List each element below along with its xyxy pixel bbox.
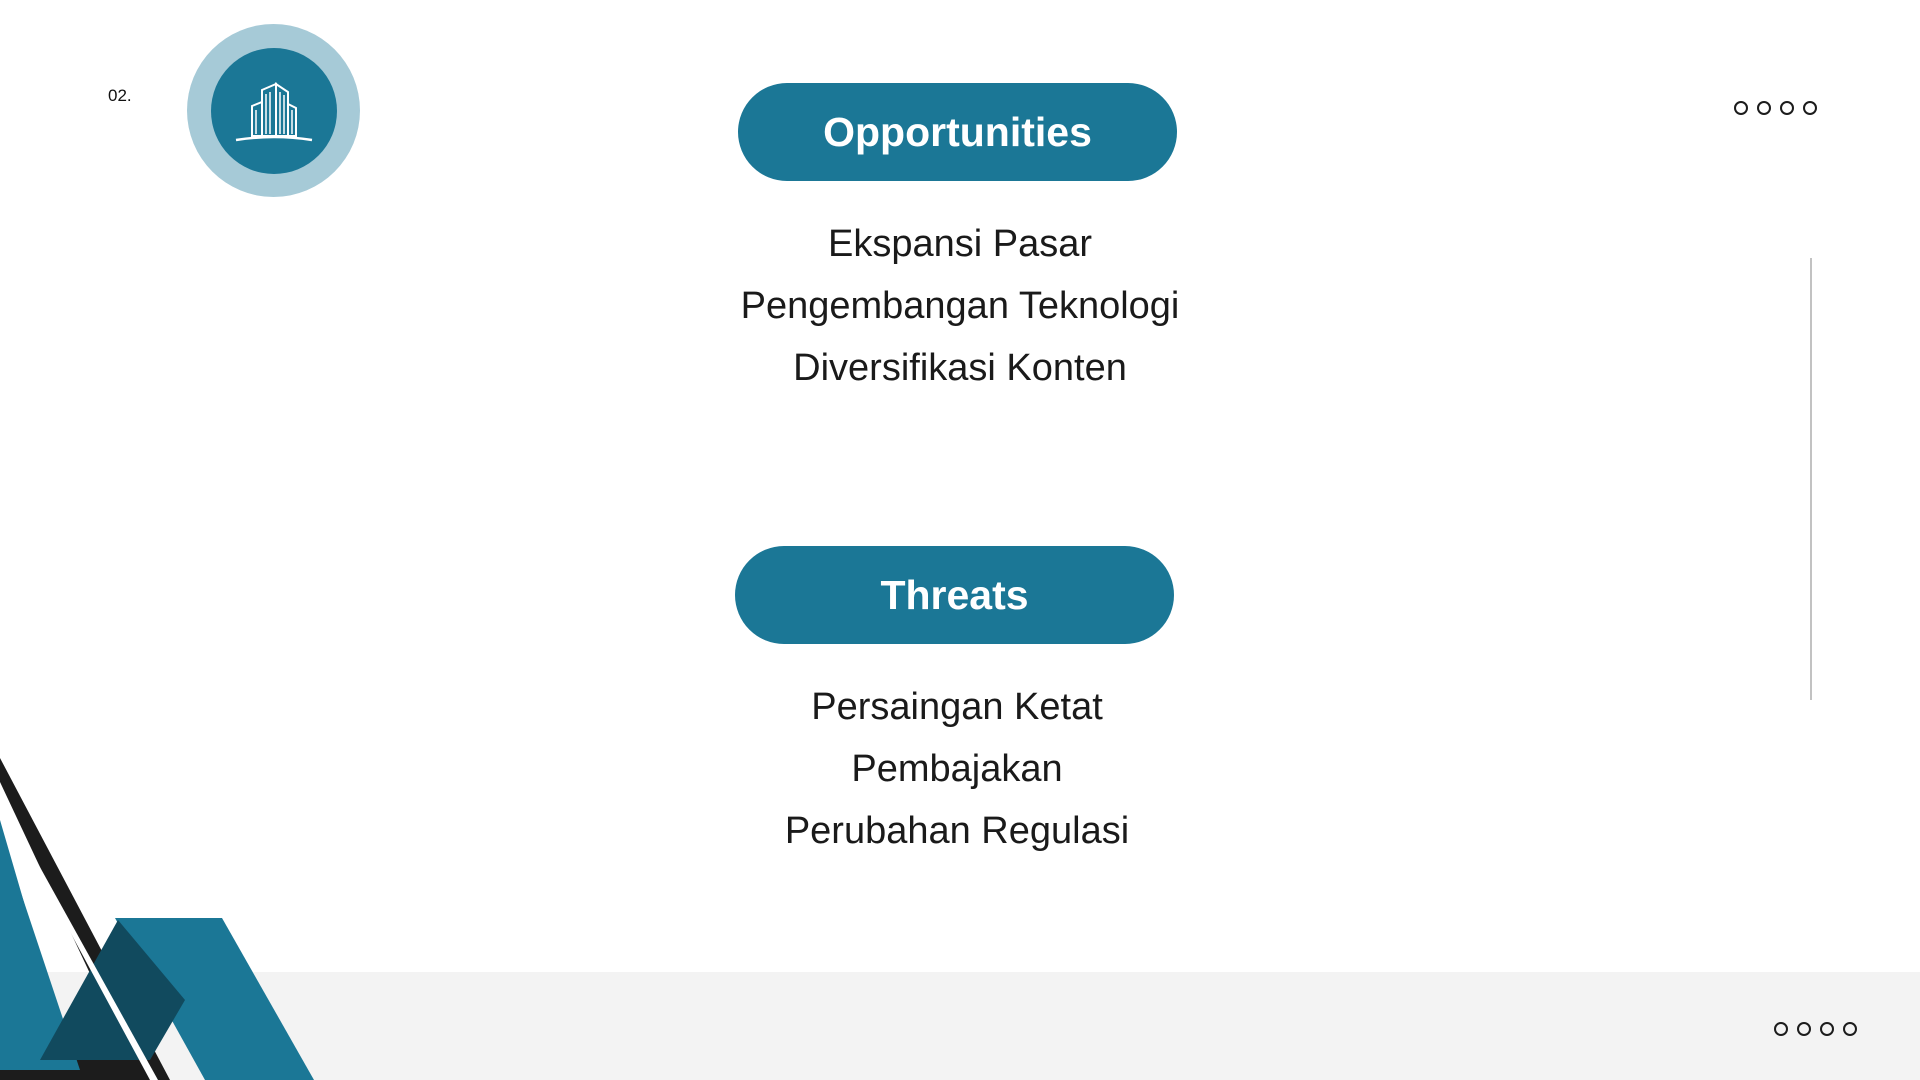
building-icon — [232, 80, 316, 144]
opportunities-item: Ekspansi Pasar — [827, 223, 1092, 265]
dot-icon — [1780, 101, 1794, 115]
threats-list — [657, 676, 1257, 862]
dot-icon — [1820, 1022, 1834, 1036]
dot-icon — [1803, 101, 1817, 115]
page-number: 02. — [108, 86, 132, 105]
dot-icon — [1843, 1022, 1857, 1036]
dot-icon — [1797, 1022, 1811, 1036]
dot-icon — [1757, 101, 1771, 115]
dots-ornament-bottom — [1774, 1022, 1857, 1036]
opportunities-item: Diversifikasi Konten — [793, 347, 1127, 389]
corner-decoration — [0, 740, 340, 1080]
threats-heading: Threats — [735, 546, 1174, 644]
opportunities-heading: Opportunities — [738, 83, 1177, 181]
threats-item: Perubahan Regulasi — [784, 810, 1130, 852]
threats-item: Persaingan Ketat — [811, 686, 1103, 728]
dots-ornament-top — [1734, 101, 1817, 115]
threats-item: Pembajakan — [851, 748, 1063, 790]
dot-icon — [1774, 1022, 1788, 1036]
opportunities-item: Pengembangan Teknologi — [740, 285, 1180, 327]
dot-icon — [1734, 101, 1748, 115]
opportunities-list — [660, 213, 1260, 399]
vertical-divider — [1810, 258, 1812, 700]
